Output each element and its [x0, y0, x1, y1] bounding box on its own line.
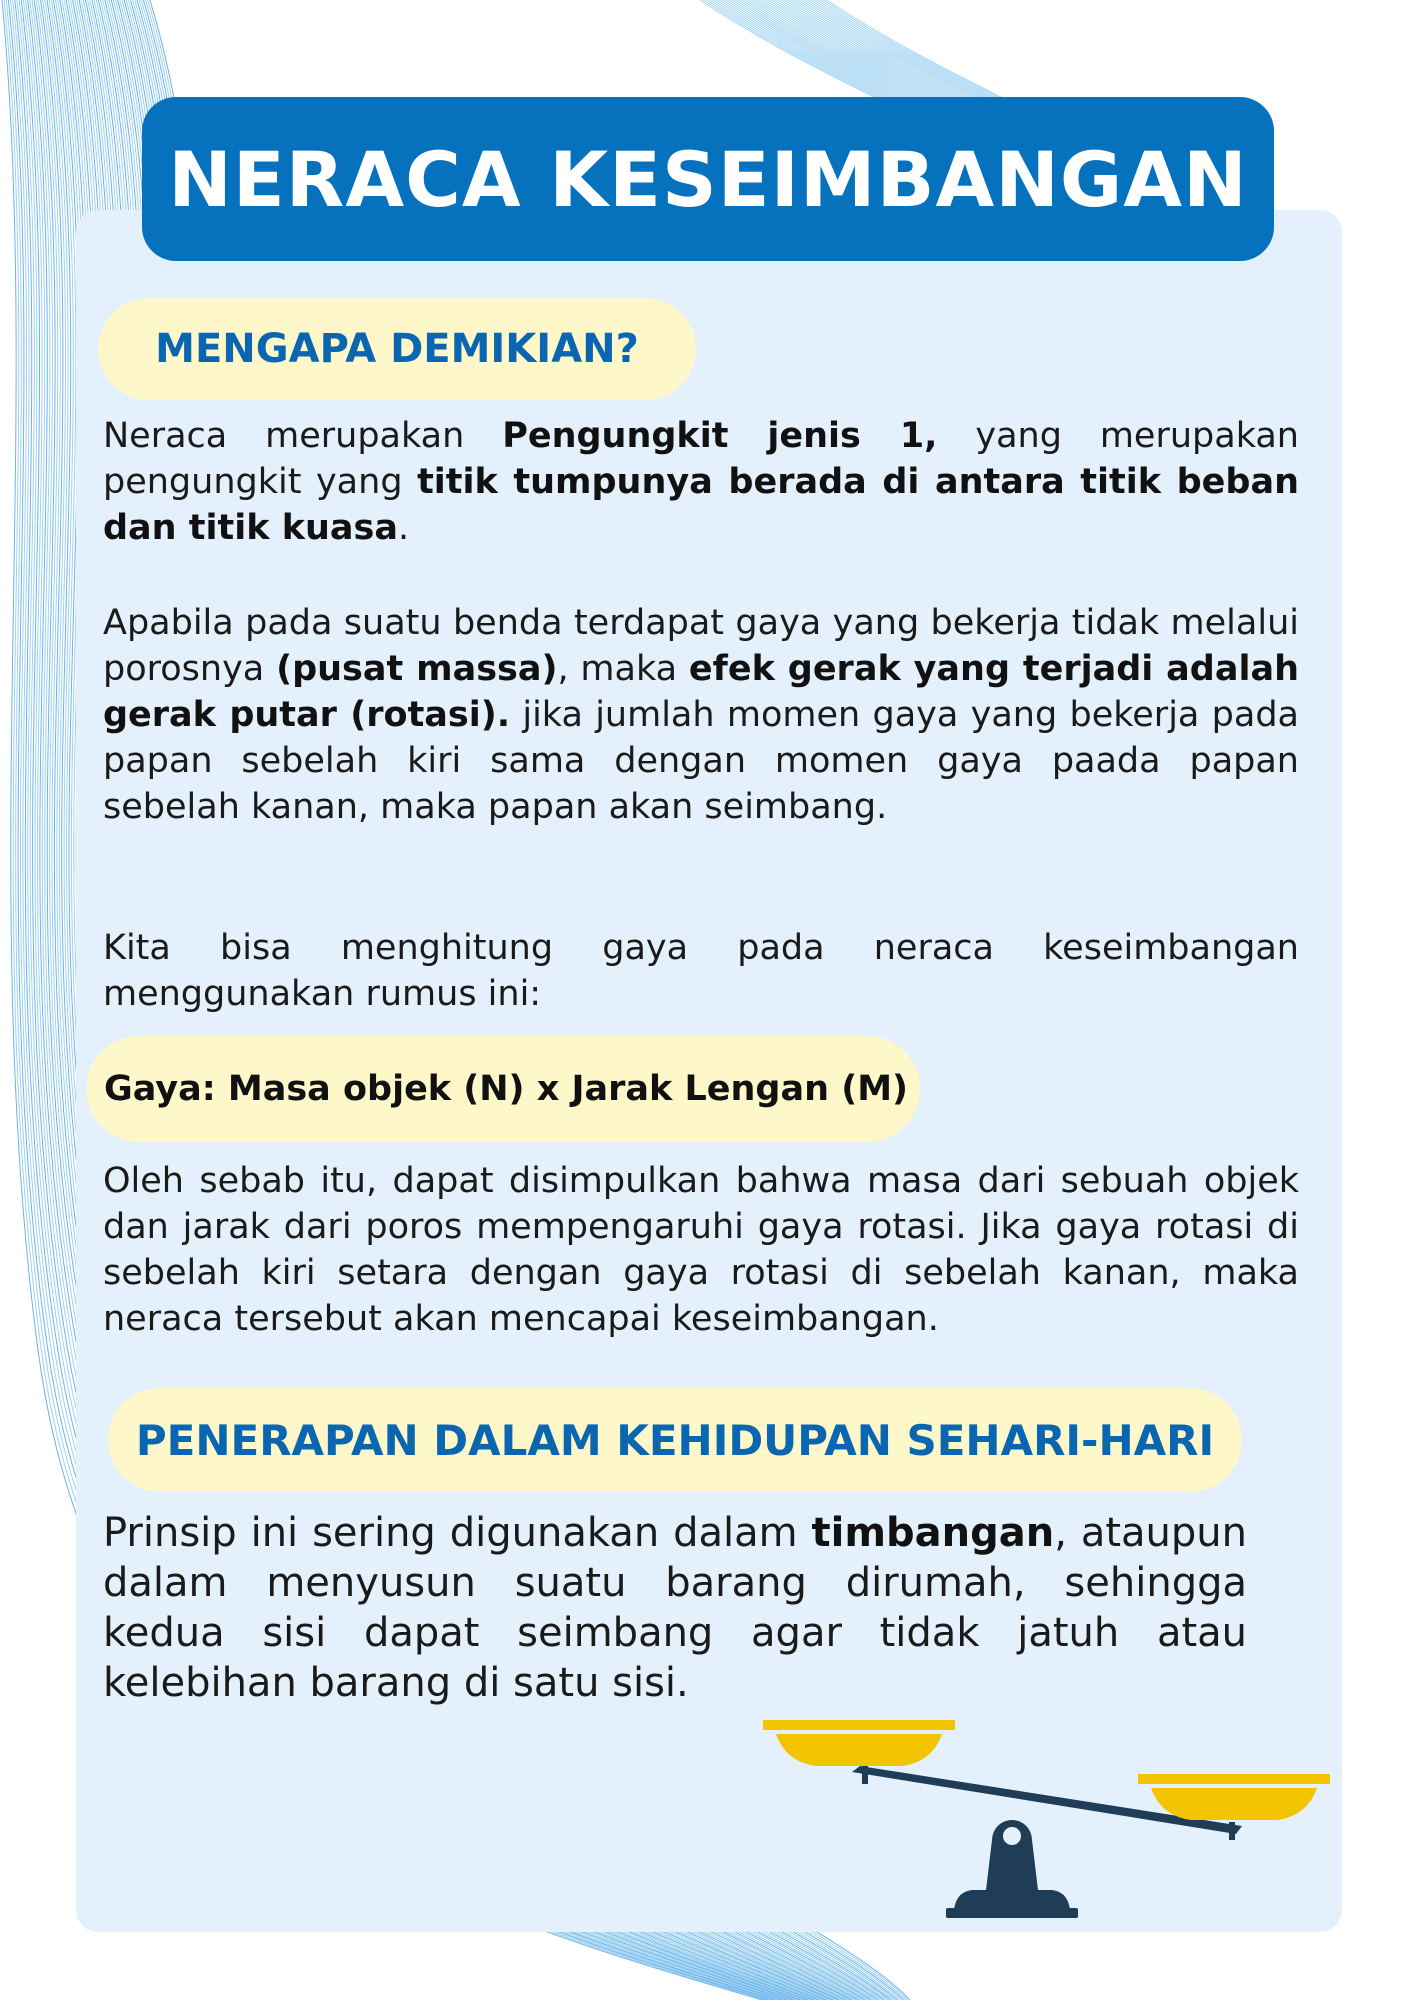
- page-title: NERACA KESEIMBANGAN: [168, 134, 1248, 224]
- paragraph-rotation-effect: Apabila pada suatu benda terdapat gaya yang bekerja tidak melalui porosnya (pusat massa), maka efek gerak yang terjadi adalah gerak putar (rotasi). jika jumlah momen gaya yang bekerja pada papan sebelah kiri sama dengan momen gaya paada papan sebelah kanan, maka papan akan seimbang.: [103, 603, 1300, 827]
- section-heading-why: MENGAPA DEMIKIAN?: [155, 326, 639, 372]
- formula-text: Gaya: Masa objek (N) x Jarak Lengan (M): [104, 1069, 909, 1109]
- paragraph-formula-intro: Kita bisa menghitung gaya pada neraca keseimbangan menggunakan rumus ini:: [103, 928, 1299, 1014]
- formula-pill: [86, 1036, 920, 1142]
- section-heading-daily-life: PENERAPAN DALAM KEHIDUPAN SEHARI-HARI: [135, 1415, 1215, 1465]
- section-heading-pill: [108, 1388, 1242, 1492]
- paragraph-daily-application: Prinsip ini sering digunakan dalam timbangan, ataupun dalam menyusun suatu barang dirumah, sehingga kedua sisi dapat seimbang agar tidak jatuh atau kelebihan barang di satu sisi.: [103, 1510, 1247, 1706]
- section-heading-pill: [98, 298, 696, 400]
- paragraph-lever-definition: Neraca merupakan Pengungkit jenis 1, yang merupakan pengungkit yang titik tumpunya berada di antara titik beban dan titik kuasa.: [103, 416, 1299, 548]
- balance-scale-icon: [756, 1708, 1338, 1926]
- paragraph-conclusion: Oleh sebab itu, dapat disimpulkan bahwa masa dari sebuah objek dan jarak dari poros mempengaruhi gaya rotasi. Jika gaya rotasi di sebelah kiri setara dengan gaya rotasi di sebelah kanan, maka neraca tersebut akan mencapai keseimbangan.: [103, 1161, 1299, 1339]
- title-banner: [142, 97, 1274, 261]
